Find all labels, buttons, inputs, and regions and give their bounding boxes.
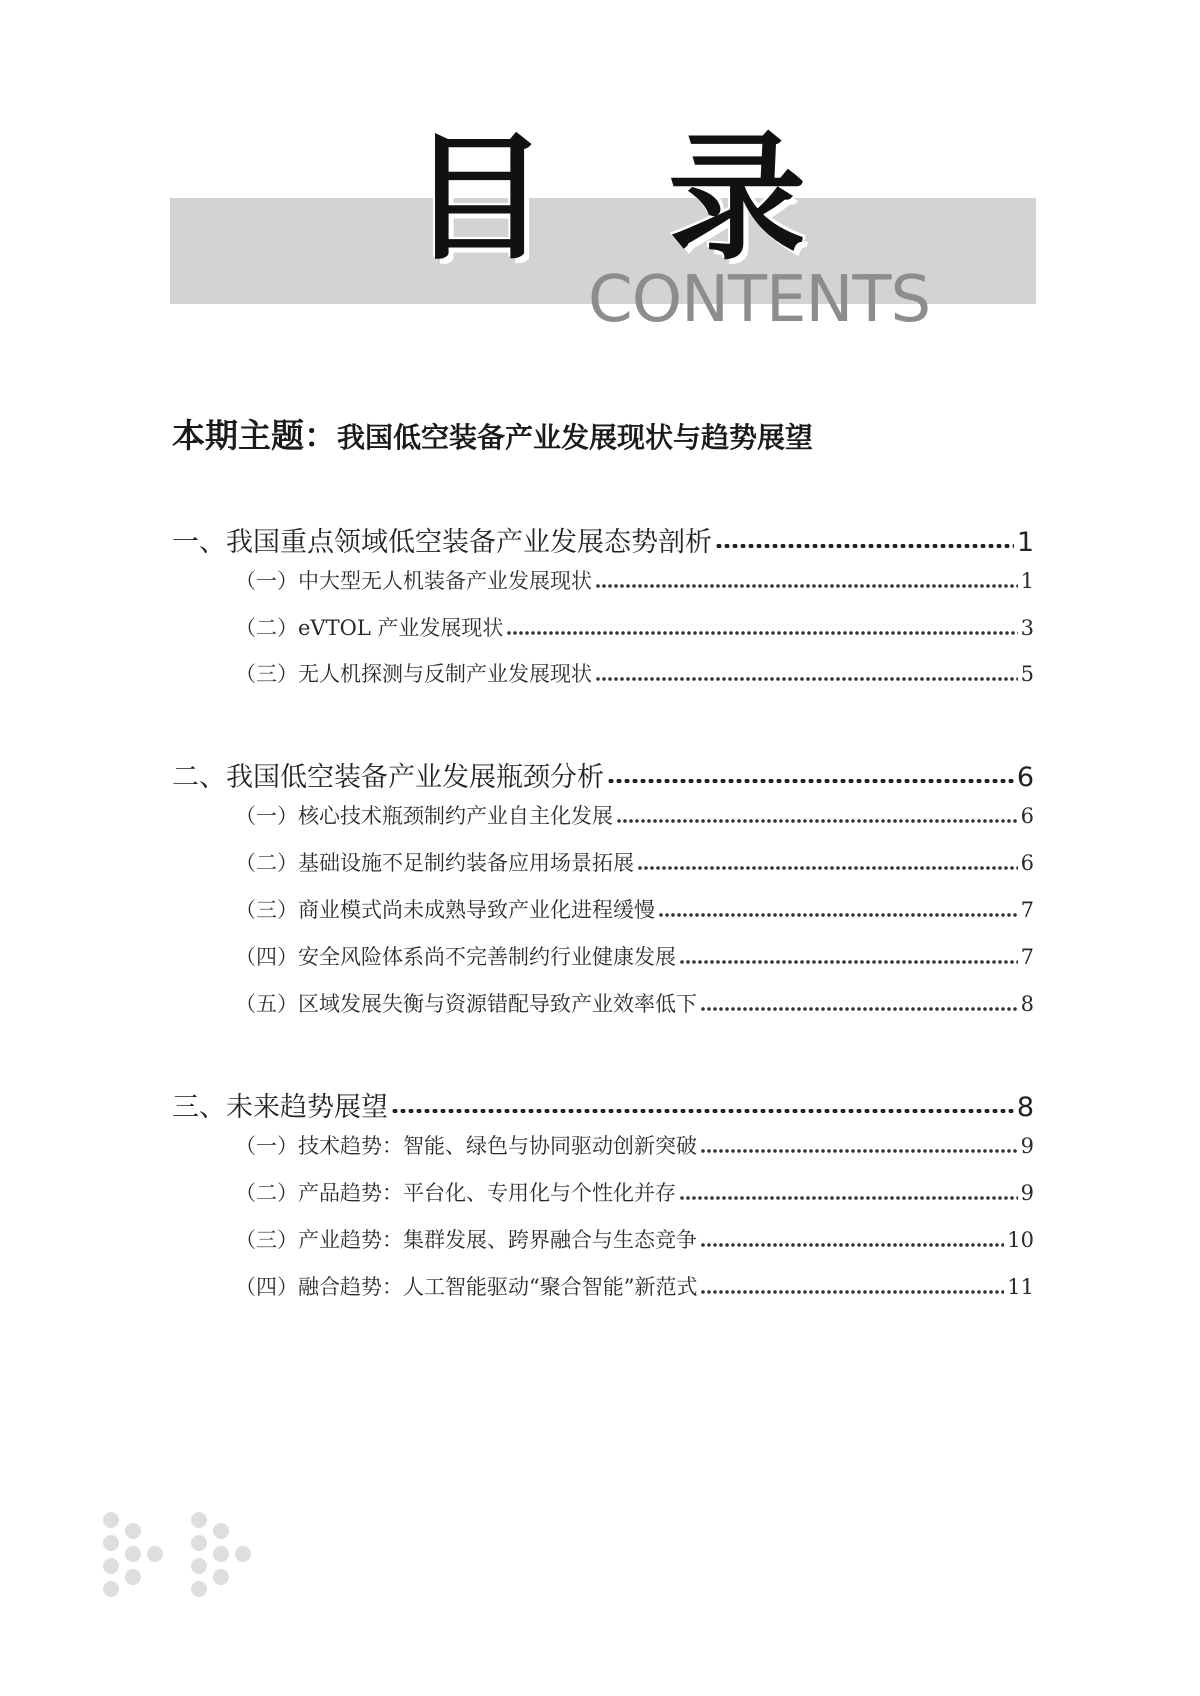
toc-item-2-4[interactable] [235, 941, 1034, 971]
toc-item-3-1[interactable] [235, 1130, 1034, 1160]
dot-leader [679, 1196, 1018, 1200]
dot-leader [700, 1243, 1004, 1247]
decorative-dot-pattern [103, 1512, 263, 1602]
toc-section-1[interactable] [172, 520, 1034, 559]
toc-section-label: 三、未来趋势展望 [172, 1092, 388, 1123]
toc-page-number: 10 [1007, 1228, 1034, 1252]
toc-page-number: 3 [1020, 616, 1034, 640]
dot-leader [679, 960, 1018, 964]
toc-item-label: （五）区域发展失衡与资源错配导致产业效率低下 [235, 992, 697, 1016]
dot [191, 1558, 207, 1574]
dot-leader [700, 1007, 1018, 1011]
toc-item-3-2[interactable] [235, 1177, 1034, 1207]
dot-leader [607, 778, 1014, 783]
toc-item-label: （三）无人机探测与反制产业发展现状 [235, 662, 592, 686]
dot-leader [616, 819, 1018, 823]
toc-item-label: （一）中大型无人机装备产业发展现状 [235, 569, 592, 593]
toc-item-3-3[interactable] [235, 1224, 1034, 1254]
page-subtitle: CONTENTS [588, 263, 931, 337]
toc-item-label: （一）技术趋势：智能、绿色与协同驱动创新突破 [235, 1134, 697, 1158]
toc-page-number: 7 [1020, 945, 1034, 969]
dot [125, 1569, 141, 1585]
dot [103, 1535, 119, 1551]
toc-page-number: 6 [1016, 762, 1034, 793]
toc-page-number: 6 [1020, 851, 1034, 875]
dot [125, 1546, 141, 1562]
dot-leader [637, 866, 1018, 870]
dot [213, 1546, 229, 1562]
dot-leader [715, 543, 1014, 548]
dot-leader [595, 677, 1018, 681]
toc-page-number: 11 [1007, 1275, 1034, 1299]
toc-item-label: （一）核心技术瓶颈制约产业自主化发展 [235, 804, 613, 828]
toc-section-label: 一、我国重点领域低空装备产业发展态势剖析 [172, 527, 712, 558]
dot [191, 1581, 207, 1597]
toc-item-label: （二）eVTOL 产业发展现状 [235, 616, 504, 640]
toc-item-2-1[interactable] [235, 800, 1034, 830]
toc-page-number: 5 [1020, 662, 1034, 686]
toc-item-label: （四）安全风险体系尚不完善制约行业健康发展 [235, 945, 676, 969]
dot [103, 1581, 119, 1597]
issue-theme [172, 410, 813, 457]
toc-item-label: （三）商业模式尚未成熟导致产业化进程缓慢 [235, 898, 655, 922]
toc-item-label: （三）产业趋势：集群发展、跨界融合与生态竞争 [235, 1228, 697, 1252]
dot-leader [658, 913, 1018, 917]
dot [191, 1535, 207, 1551]
page-title: 目 录 [410, 116, 843, 279]
toc-page-number: 1 [1016, 527, 1034, 558]
toc-page-number: 1 [1020, 569, 1034, 593]
toc-item-label: （四）融合趋势：人工智能驱动“聚合智能”新范式 [235, 1275, 698, 1299]
dot-leader [700, 1290, 1004, 1294]
dot-leader [506, 631, 1017, 635]
toc-item-2-5[interactable] [235, 988, 1034, 1018]
toc-page-number: 8 [1020, 992, 1034, 1016]
theme-label: 本期主题： [172, 416, 337, 455]
toc-item-1-1[interactable] [235, 565, 1034, 595]
dot-leader [595, 584, 1018, 588]
toc-page-number: 9 [1020, 1134, 1034, 1158]
dot [191, 1512, 207, 1528]
toc-page-number: 7 [1020, 898, 1034, 922]
dot [213, 1523, 229, 1539]
dot-leader [700, 1149, 1018, 1153]
dot [103, 1512, 119, 1528]
dot [235, 1546, 251, 1562]
dot [147, 1546, 163, 1562]
dot [213, 1569, 229, 1585]
toc-page-number: 9 [1020, 1181, 1034, 1205]
toc-page-number: 8 [1016, 1092, 1034, 1123]
toc-page-number: 6 [1020, 804, 1034, 828]
toc-section-3[interactable] [172, 1085, 1034, 1124]
toc-section-2[interactable] [172, 755, 1034, 794]
toc-item-label: （二）产品趋势：平台化、专用化与个性化并存 [235, 1181, 676, 1205]
dot [125, 1523, 141, 1539]
theme-title: 我国低空装备产业发展现状与趋势展望 [337, 421, 814, 454]
toc-item-2-2[interactable] [235, 847, 1034, 877]
toc-item-1-2[interactable] [235, 612, 1034, 642]
dot-leader [391, 1108, 1014, 1113]
toc-section-label: 二、我国低空装备产业发展瓶颈分析 [172, 762, 604, 793]
toc-item-label: （二）基础设施不足制约装备应用场景拓展 [235, 851, 634, 875]
toc-item-1-3[interactable] [235, 658, 1034, 688]
toc-item-2-3[interactable] [235, 894, 1034, 924]
toc-item-3-4[interactable] [235, 1271, 1034, 1301]
dot [103, 1558, 119, 1574]
